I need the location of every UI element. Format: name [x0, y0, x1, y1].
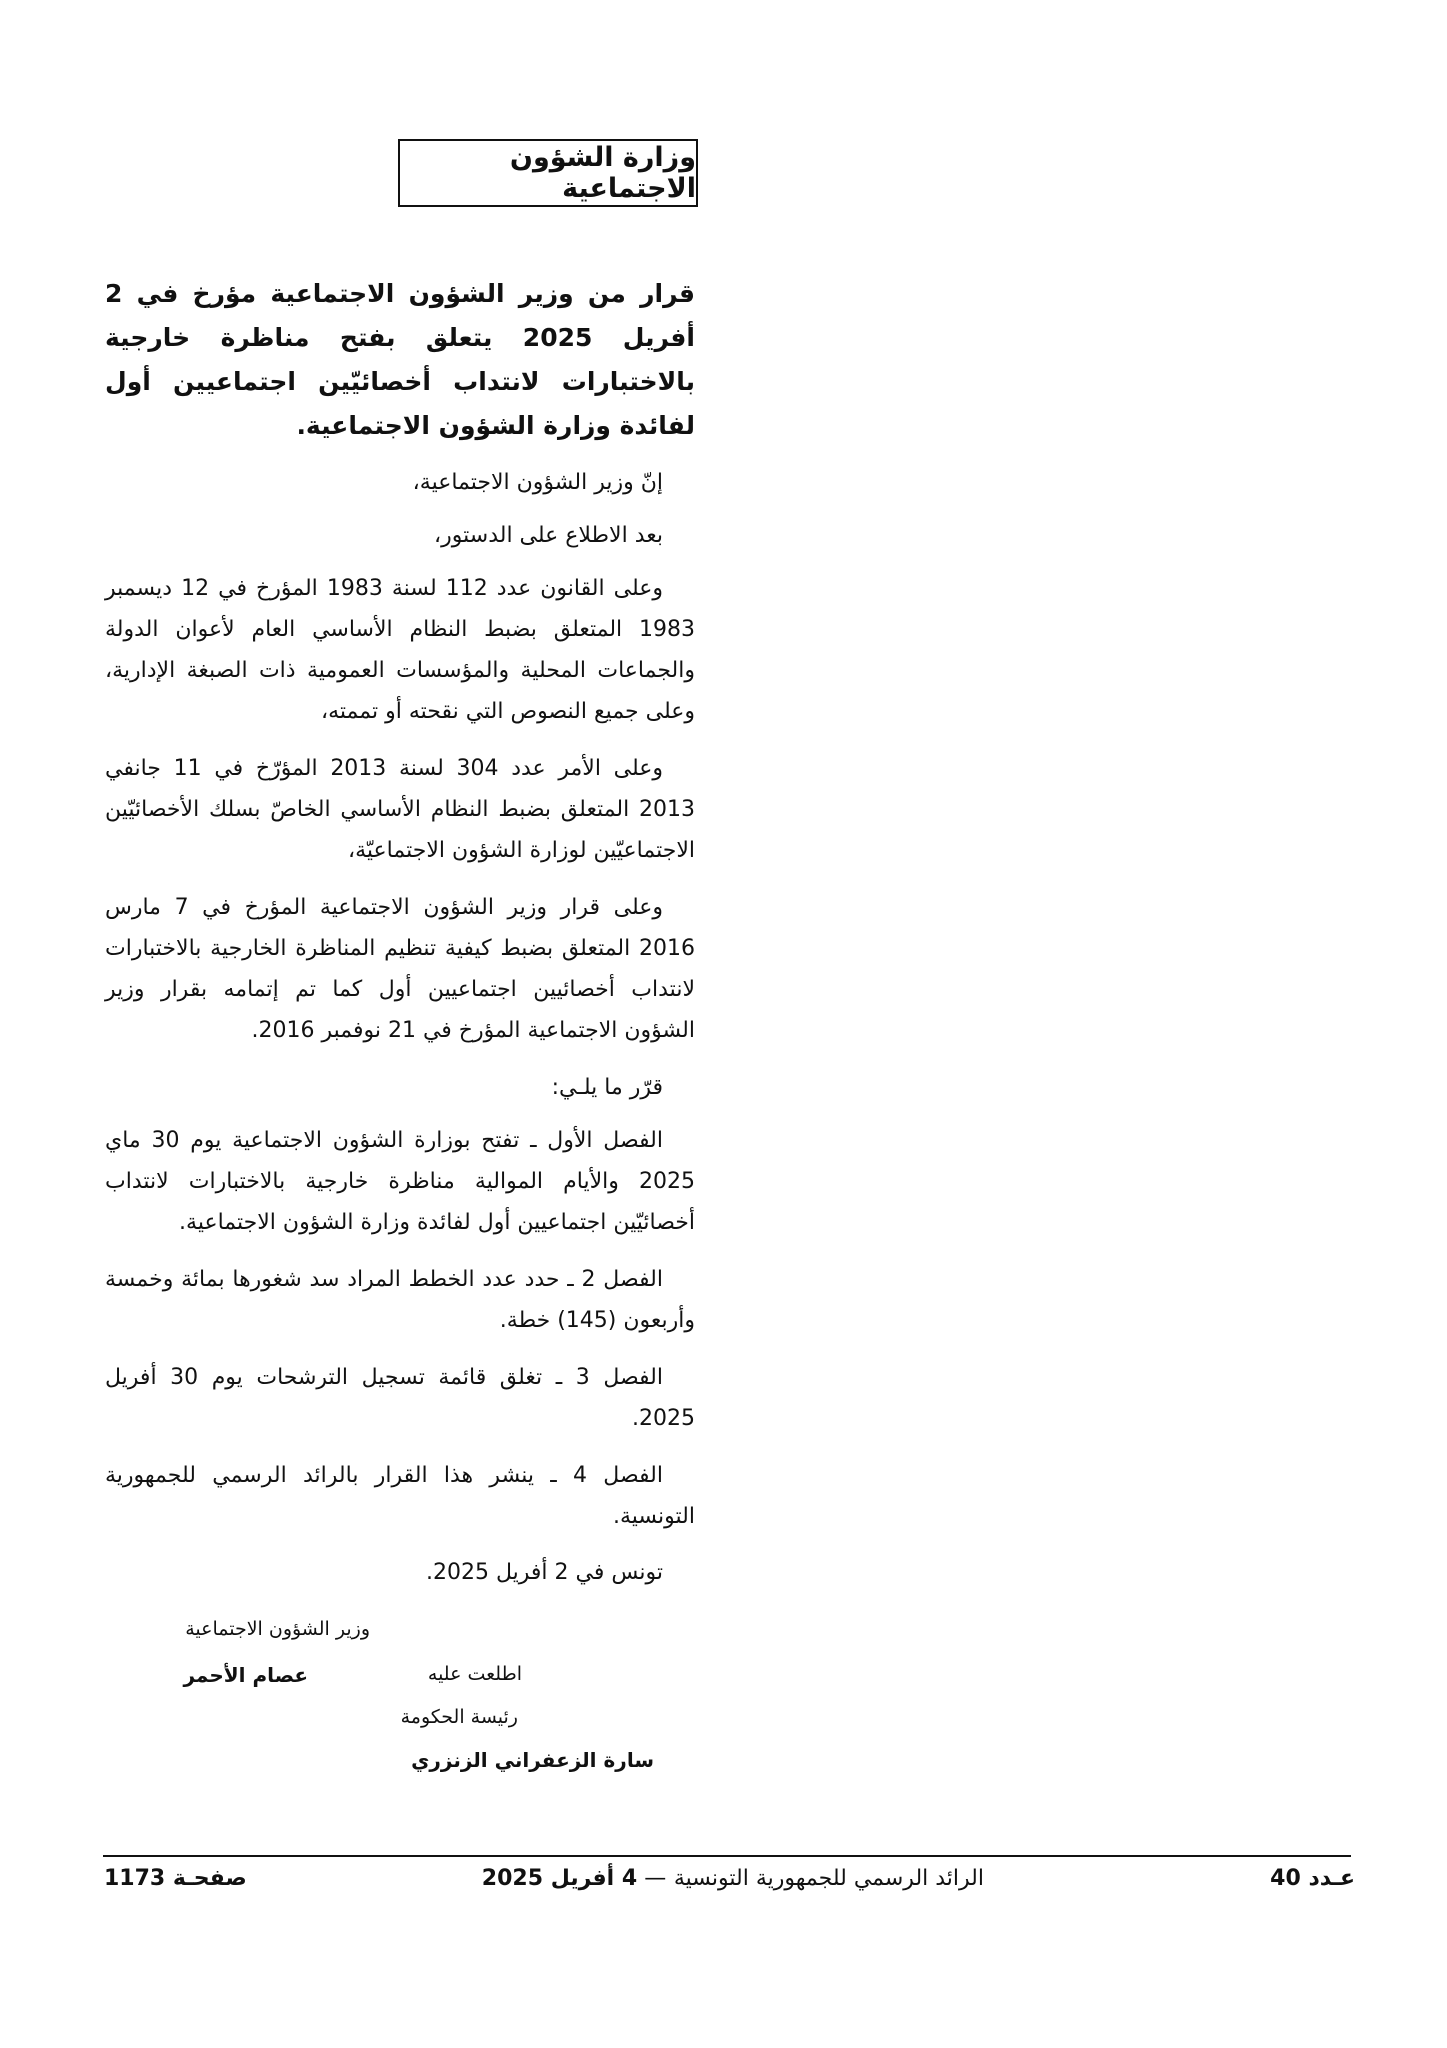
article-1: الفصل الأول ـ تفتح بوزارة الشؤون الاجتماعية يوم 30 ماي 2025 والأيام الموالية مناظرة خارجية بالاختبارات لانتداب أخصائيّين اجتماعيين أول لفائدة وزارة الشؤون الاجتماعية.: [105, 1128, 695, 1235]
decree-title: قرار من وزير الشؤون الاجتماعية مؤرخ في 2 أفريل 2025 يتعلق بفتح مناظرة خارجية بالاختبارات لانتداب أخصائيّين اجتماعيين أول لفائدة وزارة الشؤون الاجتماعية.: [105, 279, 695, 440]
gazette-title: الرائد الرسمي للجمهورية التونسية: [673, 1866, 984, 1891]
page-number: 1173: [104, 1866, 166, 1891]
footer-issue: [1270, 1866, 1355, 1891]
pm-title: رئيسة الحكومة: [400, 1706, 518, 1728]
minister-name: عصام الأحمر: [183, 1663, 308, 1687]
decree-paragraph: قرّر ما يلـي:: [551, 1075, 663, 1100]
decree-paragraph: وعلى القانون عدد 112 لسنة 1983 المؤرخ في 12 ديسمبر 1983 المتعلق بضبط النظام الأساسي العام لأعوان الدولة والجماعات المحلية والمؤسسات العمومية ذات الصبغة الإدارية، وعلى جميع النصوص التي نقحته أو تممته،: [105, 576, 695, 724]
ministry-header-text: وزارة الشؤون الاجتماعية: [509, 142, 696, 204]
decree-paragraph: بعد الاطلاع على الدستور،: [434, 523, 663, 548]
decree-paragraph: إنّ وزير الشؤون الاجتماعية،: [412, 470, 663, 495]
pm-name: سارة الزعفراني الزنزري: [411, 1748, 654, 1772]
page-label: صفحـة: [172, 1866, 247, 1891]
gazette-date: 4 أفريل 2025: [481, 1866, 638, 1891]
signing-date: تونس في 2 أفريل 2025.: [425, 1560, 663, 1585]
footer-page: [104, 1866, 247, 1891]
ministry-header: [398, 139, 698, 207]
issue-label: عـدد: [1308, 1866, 1355, 1891]
article-4: الفصل 4 ـ ينشر هذا القرار بالرائد الرسمي للجمهورية التونسية.: [105, 1463, 695, 1529]
footer-gazette: الرائد الرسمي للجمهورية التونسية — 4 أفريل 2025: [481, 1866, 984, 1891]
footer-divider: [103, 1855, 1351, 1857]
issue-number: 40: [1270, 1866, 1301, 1891]
decree-paragraph: وعلى قرار وزير الشؤون الاجتماعية المؤرخ في 7 مارس 2016 المتعلق بضبط كيفية تنظيم المناظرة الخارجية بالاختبارات لانتداب أخصائيين اجتماعيين أول كما تم إتمامه بقرار وزير الشؤون الاجتماعية المؤرخ في 21 نوفمبر 2016.: [105, 895, 695, 1043]
approved-label: اطلعت عليه: [427, 1663, 522, 1685]
article-2: الفصل 2 ـ حدد عدد الخطط المراد سد شغورها بمائة وخمسة وأربعون (145) خطة.: [105, 1267, 695, 1333]
decree-paragraph: وعلى الأمر عدد 304 لسنة 2013 المؤرّخ في 11 جانفي 2013 المتعلق بضبط النظام الأساسي الخاصّ بسلك الأخصائيّين الاجتماعيّين لوزارة الشؤون الاجتماعيّة،: [105, 756, 695, 863]
minister-title: وزير الشؤون الاجتماعية: [185, 1618, 370, 1640]
article-3: الفصل 3 ـ تغلق قائمة تسجيل الترشحات يوم 30 أفريل 2025.: [105, 1365, 695, 1431]
decree-body: [105, 272, 695, 1593]
